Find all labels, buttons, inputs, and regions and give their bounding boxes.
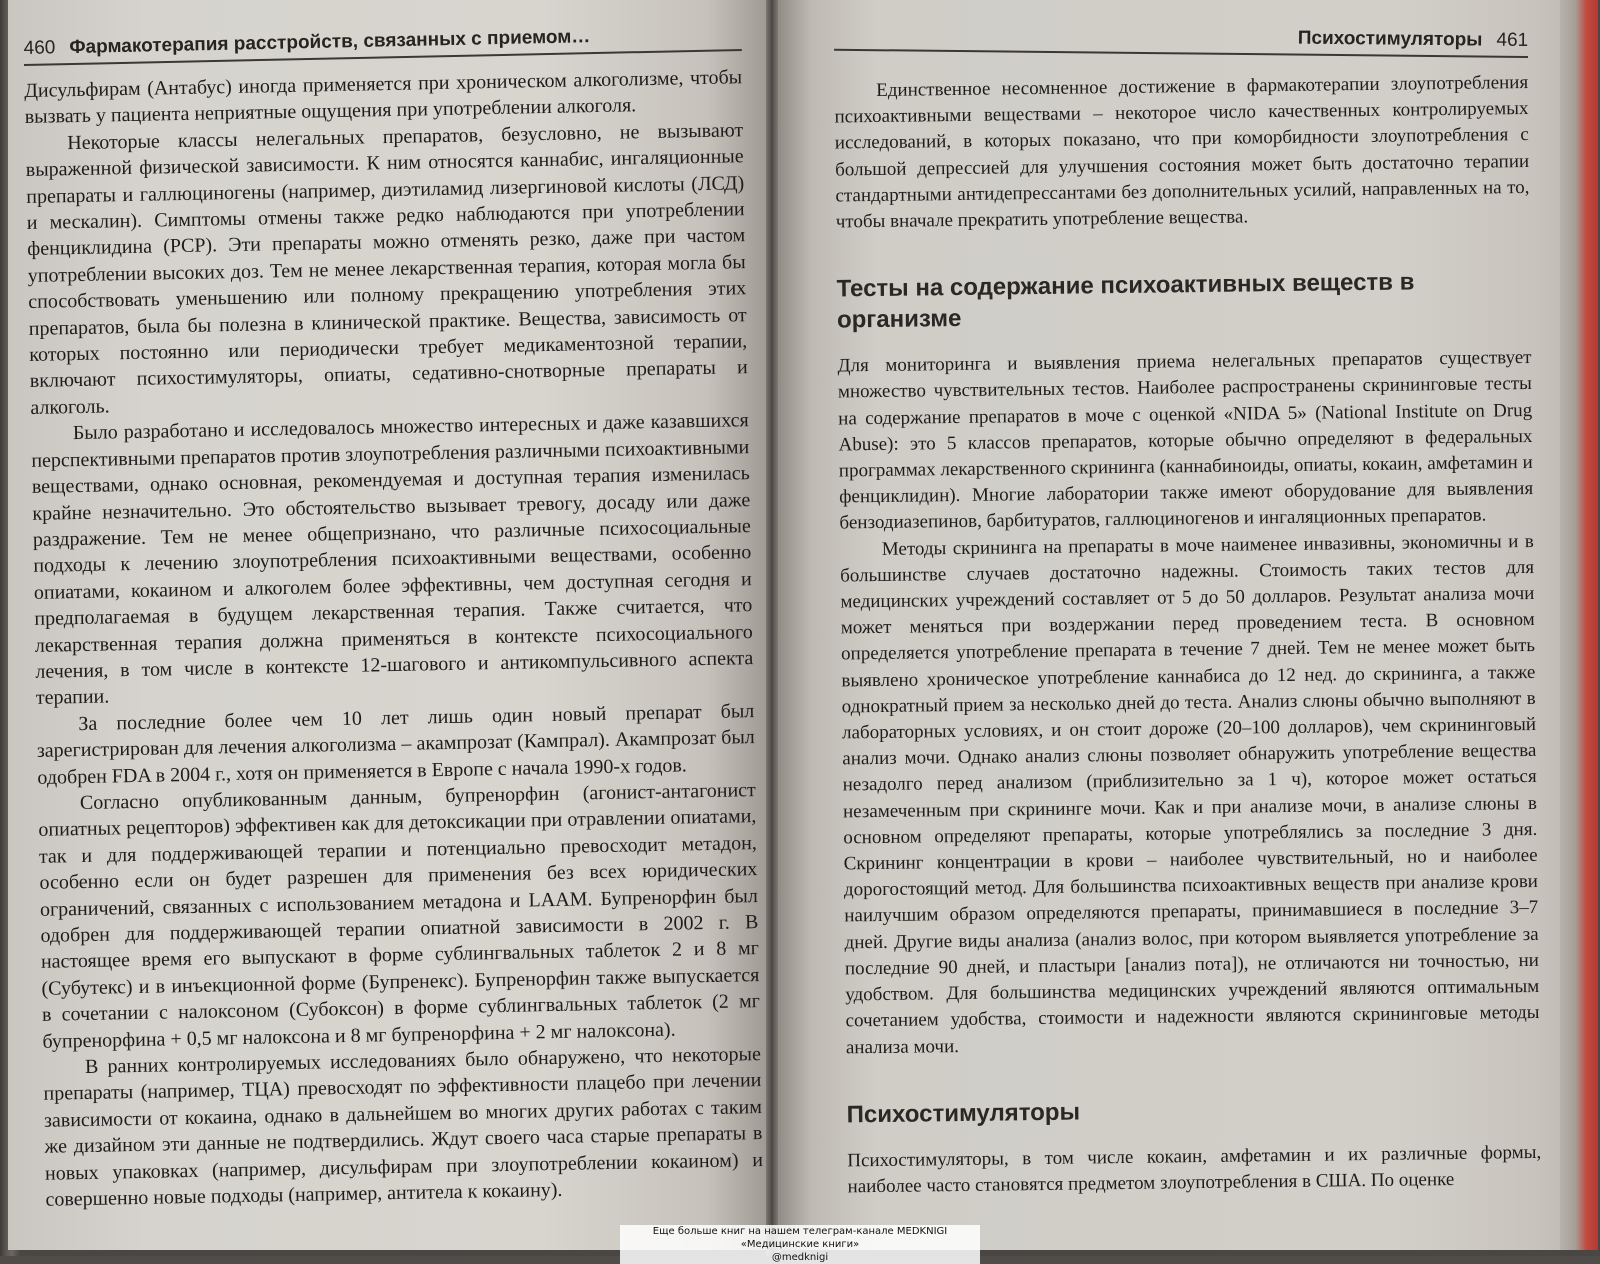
left-running-head [23,23,741,66]
right-page [778,0,1598,1250]
left-text-block [24,64,764,1213]
right-text-block [834,70,1542,1201]
left-page [8,0,768,1250]
left-paragraph-6: В ранних контролируемых исследованиях было обнаружено, что некоторые препараты (например, ТЦА) превосходят по эффективности плацебо при лечении зависимости от кокаина, однако в дальнейшем во многих других работах с таким же дизайном эти данные не подтвердились. Ждут своего часа старые препараты в новых упаковках (например, дисульфирам при злоупотреблении кокаином) и совершенно новые подходы (например, антитела к кокаину). [43,1043,764,1211]
right-paragraph-2: Методы скрининга на препараты в моче наименее инвазивны, экономичны и в большинстве случаев достаточно надежны. Стоимость таких тестов для медицинских учреждений составляет от 5 до 50 долларов. Результат анализа мочи может меняться при воздержании перед проведением теста. В основном определяется употребление препарата в течение 7 дней. Тем не менее может быть выявлено хроническое употребление каннабиса до 12 нед. до скрининга, а также однократный прием за несколько дней до теста. Анализ слюны обычно выполняют в лабораторных условиях, и он стоит дороже (20–100 долларов), чем скрининговый анализ мочи. Однако анализ слюны позволяет обнаружить употребление вещества незадолго перед анализом (приблизительно за 1 ч), которое может остаться незамеченным при скрининге мочи. Как и при анализе мочи, в анализе слюны в основном определяют препараты, которые употреблялись за последние 3 дня. Скрининг концентрации в крови – наиболее чувствительный, но и наиболее дорогостоящий метод. Для большинства психоактивных веществ при анализе крови наилучшим образом определяются препараты, принимавшиеся в последние 3–7 дней. Другие виды анализа (анализ волос, при котором выявляется употребление за последние 90 дней, и пластыри [анализ пота]), не отличаются ни точностью, ни удобством. Для большинства медицинских учреждений являются оптимальным сочетанием удобства, стоимости и надежности являются скрининговые методы анализа мочи. [839,530,1540,1058]
section-heading-psychostimulants: Психостимуляторы [846,1098,1081,1129]
right-running-head [834,23,1528,58]
right-intro-paragraph: Единственное несомненное достижение в фармакотерапии злоупотребления психоактивными веществами – некоторое число качественных контролируемых исследований, в которых показано, что при коморбидности злоупотребления с большой депрессией для улучшения состояния может быть достаточно терапии стандартными антидепрессантами без дополнительных усилий, направленных на то, чтобы вначале прекратить употребление вещества. [834,71,1530,233]
section-heading-drug-tests: Тесты на содержание психоактивных веществ в организме [836,268,1415,334]
left-paragraph-2: Некоторые классы нелегальных препаратов, безусловно, не вызывают выраженной физической зависимости. К ним относятся каннабис, ингаляционные препараты и галлюциногены (например, диэтиламид лизергиновой кислоты (ЛСД) и мескалин). Симптомы отмены также редко наблюдаются при употреблении фенциклидина (PCP). Эти препараты можно отменять резко, даже при частом употреблении высоких доз. Тем не менее лекарственная терапия, которая могла бы способствовать уменьшению или полному прекращению употребления этих препаратов, была бы полезна в клинической практике. Вещества, зависимость от которых постоянно или периодически требует медикаментозной терапии, включают психостимуляторы, опиаты, седативно-снотворные препараты и алкоголь. [25,119,748,419]
left-chapter-title: Фармакотерапия расстройств, связанных с приемом… [69,26,591,59]
right-paragraph-1: Для мониторинга и выявления приема нелегальных препаратов существует множество чувствительных тестов. Наиболее распространены скрининговые тесты на содержание препаратов в моче с оценкой «NIDA 5» (National Institute on Drug Abuse): это 5 классов препаратов, которые обычно определяют в федеральных программах лекарственного скрининга (каннабиноиды, опиаты, кокаин, амфетамин и фенциклидин). Многие лаборатории также имеют оборудование для выявления бензодиазепинов, барбитуратов, галлюциногенов и ингаляционных препаратов. [837,347,1534,534]
left-paragraph-3: Было разработано и исследовалось множество интересных и даже казавшихся перспективными препаратов против злоупотребления различными психоактивными веществами, однако основная, рекомендуемая и доступная терапия изменилась крайне незначительно. Это обстоятельство вызывает тревогу, досаду или даже раздражение. Тем не менее общепризнано, что различные психосоциальные подходы к лечению злоупотребления психоактивными веществами, особенно опиатами, кокаином и алкоголем более эффективны, чем доступная сегодня и предполагаемая в будущем лекарственная терапия. Также считается, что лекарственная терапия должна применяться в контексте психосоциального лечения, в том числе в контексте 12-шагового и антикомпульсивного аспекта терапии. [31,409,754,710]
left-paragraph-1: Дисульфирам (Антабус) иногда применяется при хроническом алкоголизме, чтобы вызвать у пациента неприятные ощущения при употреблении алкоголя. [24,66,743,129]
left-paragraph-5: Согласно опубликованным данным, бупренорфин (агонист-антагонист опиатных рецепторов) эффективен как для детоксикации при отравлении опиатами, так и для поддерживающей терапии и потенциально превосходит метадон, особенно если он будет разрешен для применения без всех юридических ограничений, связанных с использованием метадона и LAAM. Бупренорфин был одобрен для поддерживающей терапии опиатной зависимости в 2002 г. В настоящее время его выпускают в форме сублингвальных таблеток 2 и 8 мг (Субутекс) и в инъекционной форме (Бупренекс). Бупренорфин также выпускается в сочетании с налоксоном (Субоксон) в форме сублингвальных таблеток (2 мг бупренорфина + 0,5 мг налоксона и 8 мг бупренорфина + 2 мг налоксона). [38,779,761,1053]
right-paragraph-3: Психостимуляторы, в том числе кокаин, амфетамин и их различные формы, наиболее часто становятся предметом злоупотребления в США. По оценке [847,1141,1542,1198]
left-page-number: 460 [23,37,56,60]
left-paragraph-4: За последние более чем 10 лет лишь один новый препарат был зарегистрирован для лечения алкоголизма – акампрозат (Кампрал). Акампрозат был одобрен FDA в 2004 г., хотя он применяется в Европе с начала 1990-х годов. [36,699,756,789]
watermark-footer [620,1225,980,1264]
right-chapter-title: Психостимуляторы [1297,27,1483,51]
footer-line-2: @medknigi [771,1252,829,1263]
footer-line-1: Еще больше книг на нашем телеграм-канале MEDKNIGI «Медицинские книги» [652,1226,948,1250]
right-page-number: 461 [1496,29,1529,52]
